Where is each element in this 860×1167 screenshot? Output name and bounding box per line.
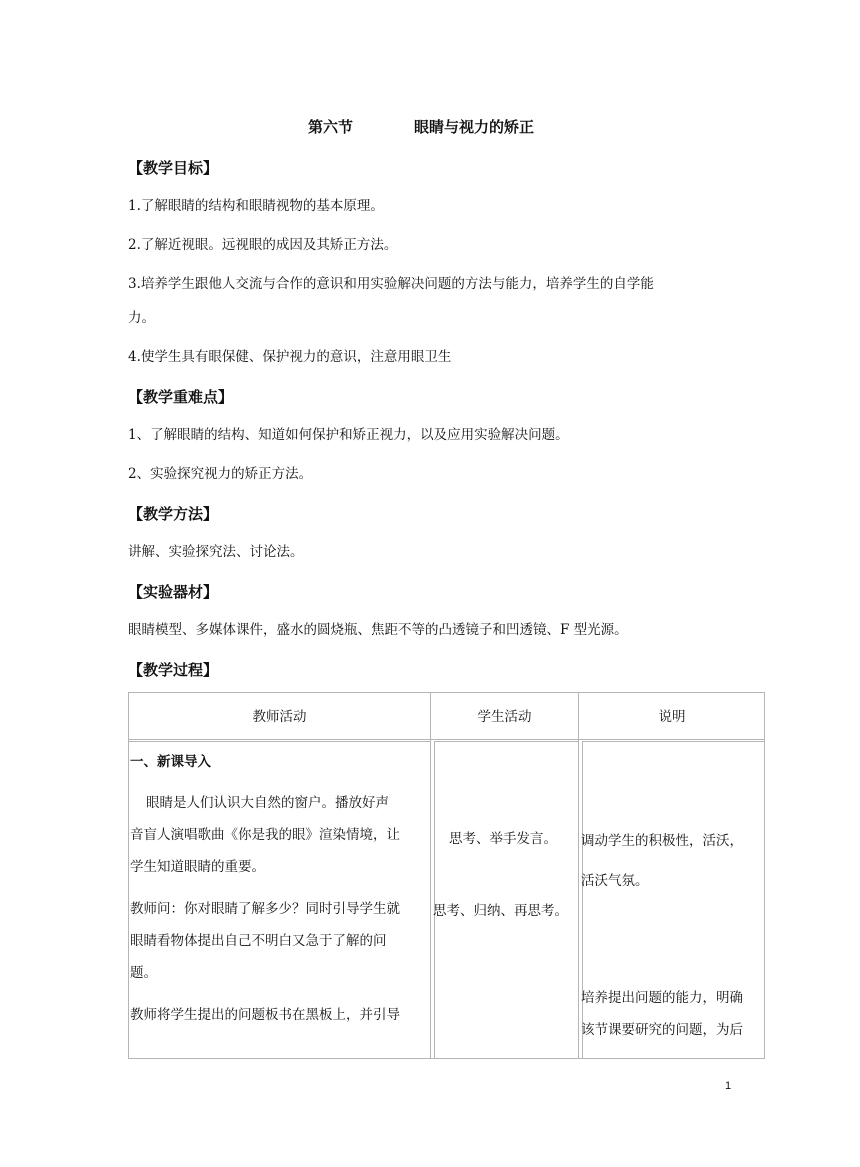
page-number: 1 xyxy=(725,1080,732,1092)
table-inner-border xyxy=(434,742,435,1058)
table-inner-border xyxy=(434,741,578,742)
table-header-teacher: 教师活动 xyxy=(252,709,307,725)
key-point-item: 2、实验探究视力的矫正方法。 xyxy=(128,466,313,482)
notes-line: 该节课要研究的问题，为后 xyxy=(581,1022,743,1038)
notes-line: 调动学生的积极性，活沃， xyxy=(581,833,743,849)
page-title-section-number: 第六节 xyxy=(308,118,354,136)
notes-line: 活沃气氛。 xyxy=(581,873,649,889)
key-point-item: 1、了解眼睛的结构、知道如何保护和矫正视力，以及应用实验解决问题。 xyxy=(128,427,569,443)
table-inner-border xyxy=(582,741,764,742)
goal-item: 1.了解眼睛的结构和眼睛视物的基本原理。 xyxy=(128,198,384,214)
teacher-section-title: 一、新课导入 xyxy=(130,754,211,770)
table-inner-border xyxy=(582,742,583,1058)
table-column-divider xyxy=(578,693,579,1058)
notes-line: 培养提出问题的能力，明确 xyxy=(581,990,743,1006)
table-header-divider xyxy=(129,739,764,740)
table-column-divider xyxy=(430,693,431,1058)
goals-heading: 【教学目标】 xyxy=(128,159,219,177)
student-activity: 思考、举手发言。 xyxy=(449,831,557,847)
table-header-notes: 说明 xyxy=(658,709,686,725)
methods-text: 讲解、实验探究法、讨论法。 xyxy=(128,544,304,560)
teacher-line: 教师问：你对眼睛了解多少？同时引导学生就 xyxy=(130,901,400,917)
goal-item: 4.使学生具有眼保健、保护视力的意识，注意用眼卫生 xyxy=(128,349,452,365)
teacher-line: 教师将学生提出的问题板书在黑板上，并引导 xyxy=(130,1007,400,1023)
teacher-line: 学生知道眼睛的重要。 xyxy=(130,859,265,875)
student-activity: 思考、归纳、再思考。 xyxy=(433,903,568,919)
teaching-process-table xyxy=(128,692,765,1059)
teacher-line: 音盲人演唱歌曲《你是我的眼》渲染情境，让 xyxy=(130,827,400,843)
table-header-student: 学生活动 xyxy=(477,709,532,725)
teacher-line: 眼睛是人们认识大自然的窗户。播放好声 xyxy=(146,795,389,811)
teacher-line: 题。 xyxy=(130,965,157,981)
process-heading: 【教学过程】 xyxy=(128,661,219,679)
goal-item: 3.培养学生跟他人交流与合作的意识和用实验解决问题的方法与能力，培养学生的自学能 xyxy=(128,276,654,292)
page-title-topic: 眼睛与视力的矫正 xyxy=(414,118,535,136)
methods-heading: 【教学方法】 xyxy=(128,505,219,523)
goal-item: 2.了解近视眼。远视眼的成因及其矫正方法。 xyxy=(128,237,398,253)
table-inner-border xyxy=(129,741,430,742)
teacher-line: 眼睛看物体提出自己不明白又急于了解的问 xyxy=(130,933,387,949)
materials-heading: 【实验器材】 xyxy=(128,583,219,601)
materials-text: 眼睛模型、多媒体课件，盛水的圆烧瓶、焦距不等的凸透镜子和凹透镜、F 型光源。 xyxy=(128,622,628,638)
goal-item-continued: 力。 xyxy=(128,310,155,326)
key-points-heading: 【教学重难点】 xyxy=(128,388,234,406)
